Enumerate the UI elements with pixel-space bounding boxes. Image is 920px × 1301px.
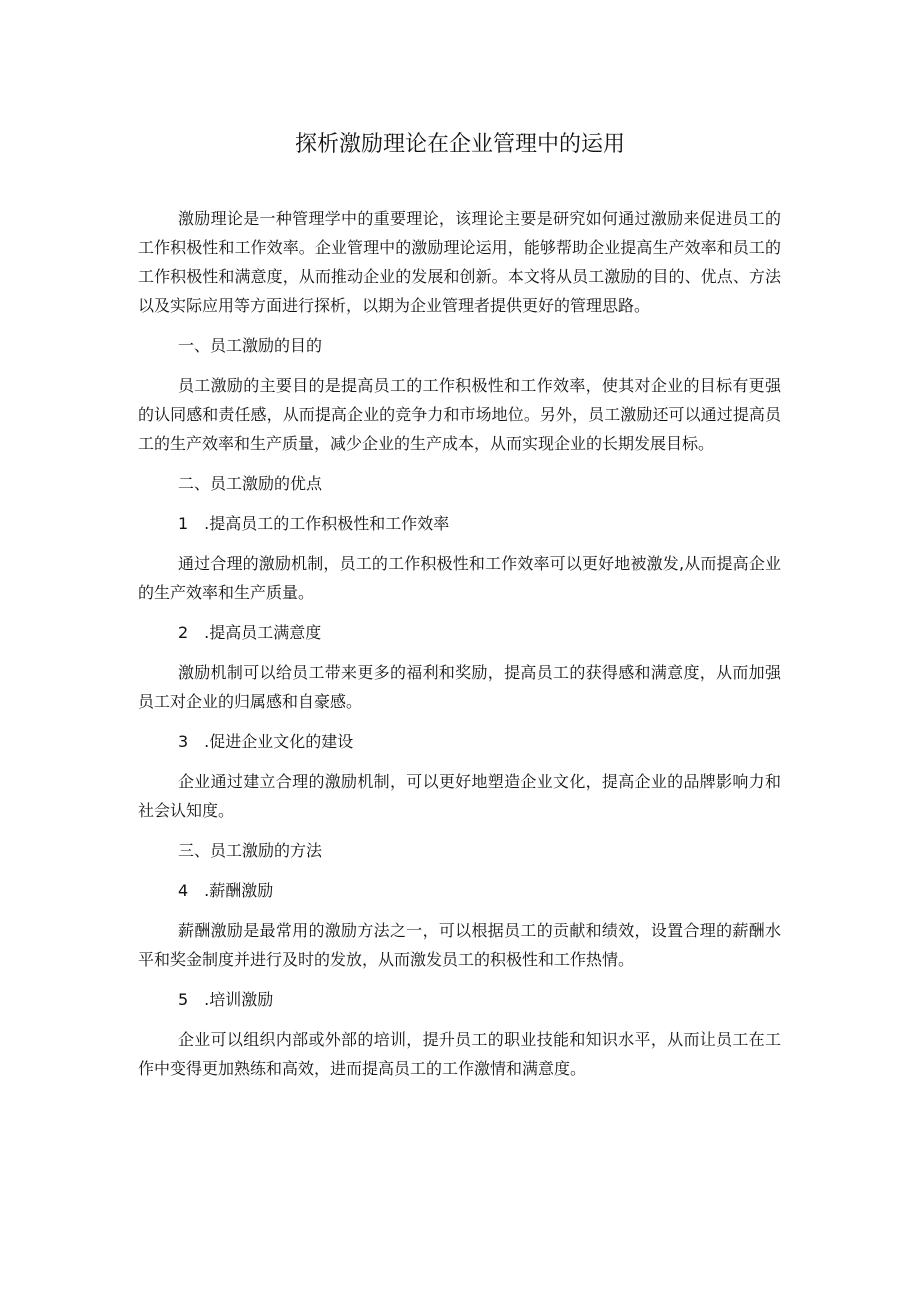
paragraph-method-5: 企业可以组织内部或外部的培训，提升员工的职业技能和知识水平，从而让员工在工作中变得更加熟练和高效，进而提高员工的工作激情和满意度。 (138, 1030, 781, 1078)
section-heading-methods: 三、员工激励的方法 (178, 841, 323, 860)
subheading-method-4: 4 .薪酬激励 (178, 881, 274, 900)
paragraph-method-4: 薪酬激励是最常用的激励方法之一，可以根据员工的贡献和绩效，设置合理的薪酬水平和奖金制度并进行及时的发放，从而激发员工的积极性和工作热情。 (138, 921, 781, 969)
section-heading-purpose: 一、员工激励的目的 (178, 336, 323, 355)
paragraph-advantage-1: 通过合理的激励机制，员工的工作积极性和工作效率可以更好地被激发,从而提高企业的生产效率和生产质量。 (138, 554, 781, 602)
subheading-method-5: 5 .培训激励 (178, 990, 274, 1009)
subheading-advantage-2: 2 .提高员工满意度 (178, 623, 322, 642)
paragraph-advantage-2: 激励机制可以给员工带来更多的福利和奖励，提高员工的获得感和满意度，从而加强员工对企业的归属感和自豪感。 (138, 663, 781, 711)
intro-paragraph: 激励理论是一种管理学中的重要理论，该理论主要是研究如何通过激励来促进员工的工作积极性和工作效率。企业管理中的激励理论运用，能够帮助企业提高生产效率和员工的工作积极性和满意度，从而推动企业的发展和创新。本文将从员工激励的目的、优点、方法以及实际应用等方面进行探析，以期为企业管理者提供更好的管理思路。 (138, 209, 781, 315)
paragraph-purpose: 员工激励的主要目的是提高员工的工作积极性和工作效率，使其对企业的目标有更强的认同感和责任感，从而提高企业的竞争力和市场地位。另外，员工激励还可以通过提高员工的生产效率和生产质量，减少企业的生产成本，从而实现企业的长期发展目标。 (138, 376, 781, 453)
section-heading-advantages: 二、员工激励的优点 (178, 474, 323, 493)
document-body (138, 204, 781, 1083)
paragraph-advantage-3: 企业通过建立合理的激励机制，可以更好地塑造企业文化，提高企业的品牌影响力和社会认知度。 (138, 772, 781, 820)
subheading-advantage-3: 3 .促进企业文化的建设 (178, 732, 354, 751)
subheading-advantage-1: 1 .提高员工的工作积极性和工作效率 (178, 514, 450, 533)
document-title: 探析激励理论在企业管理中的运用 (294, 132, 625, 157)
